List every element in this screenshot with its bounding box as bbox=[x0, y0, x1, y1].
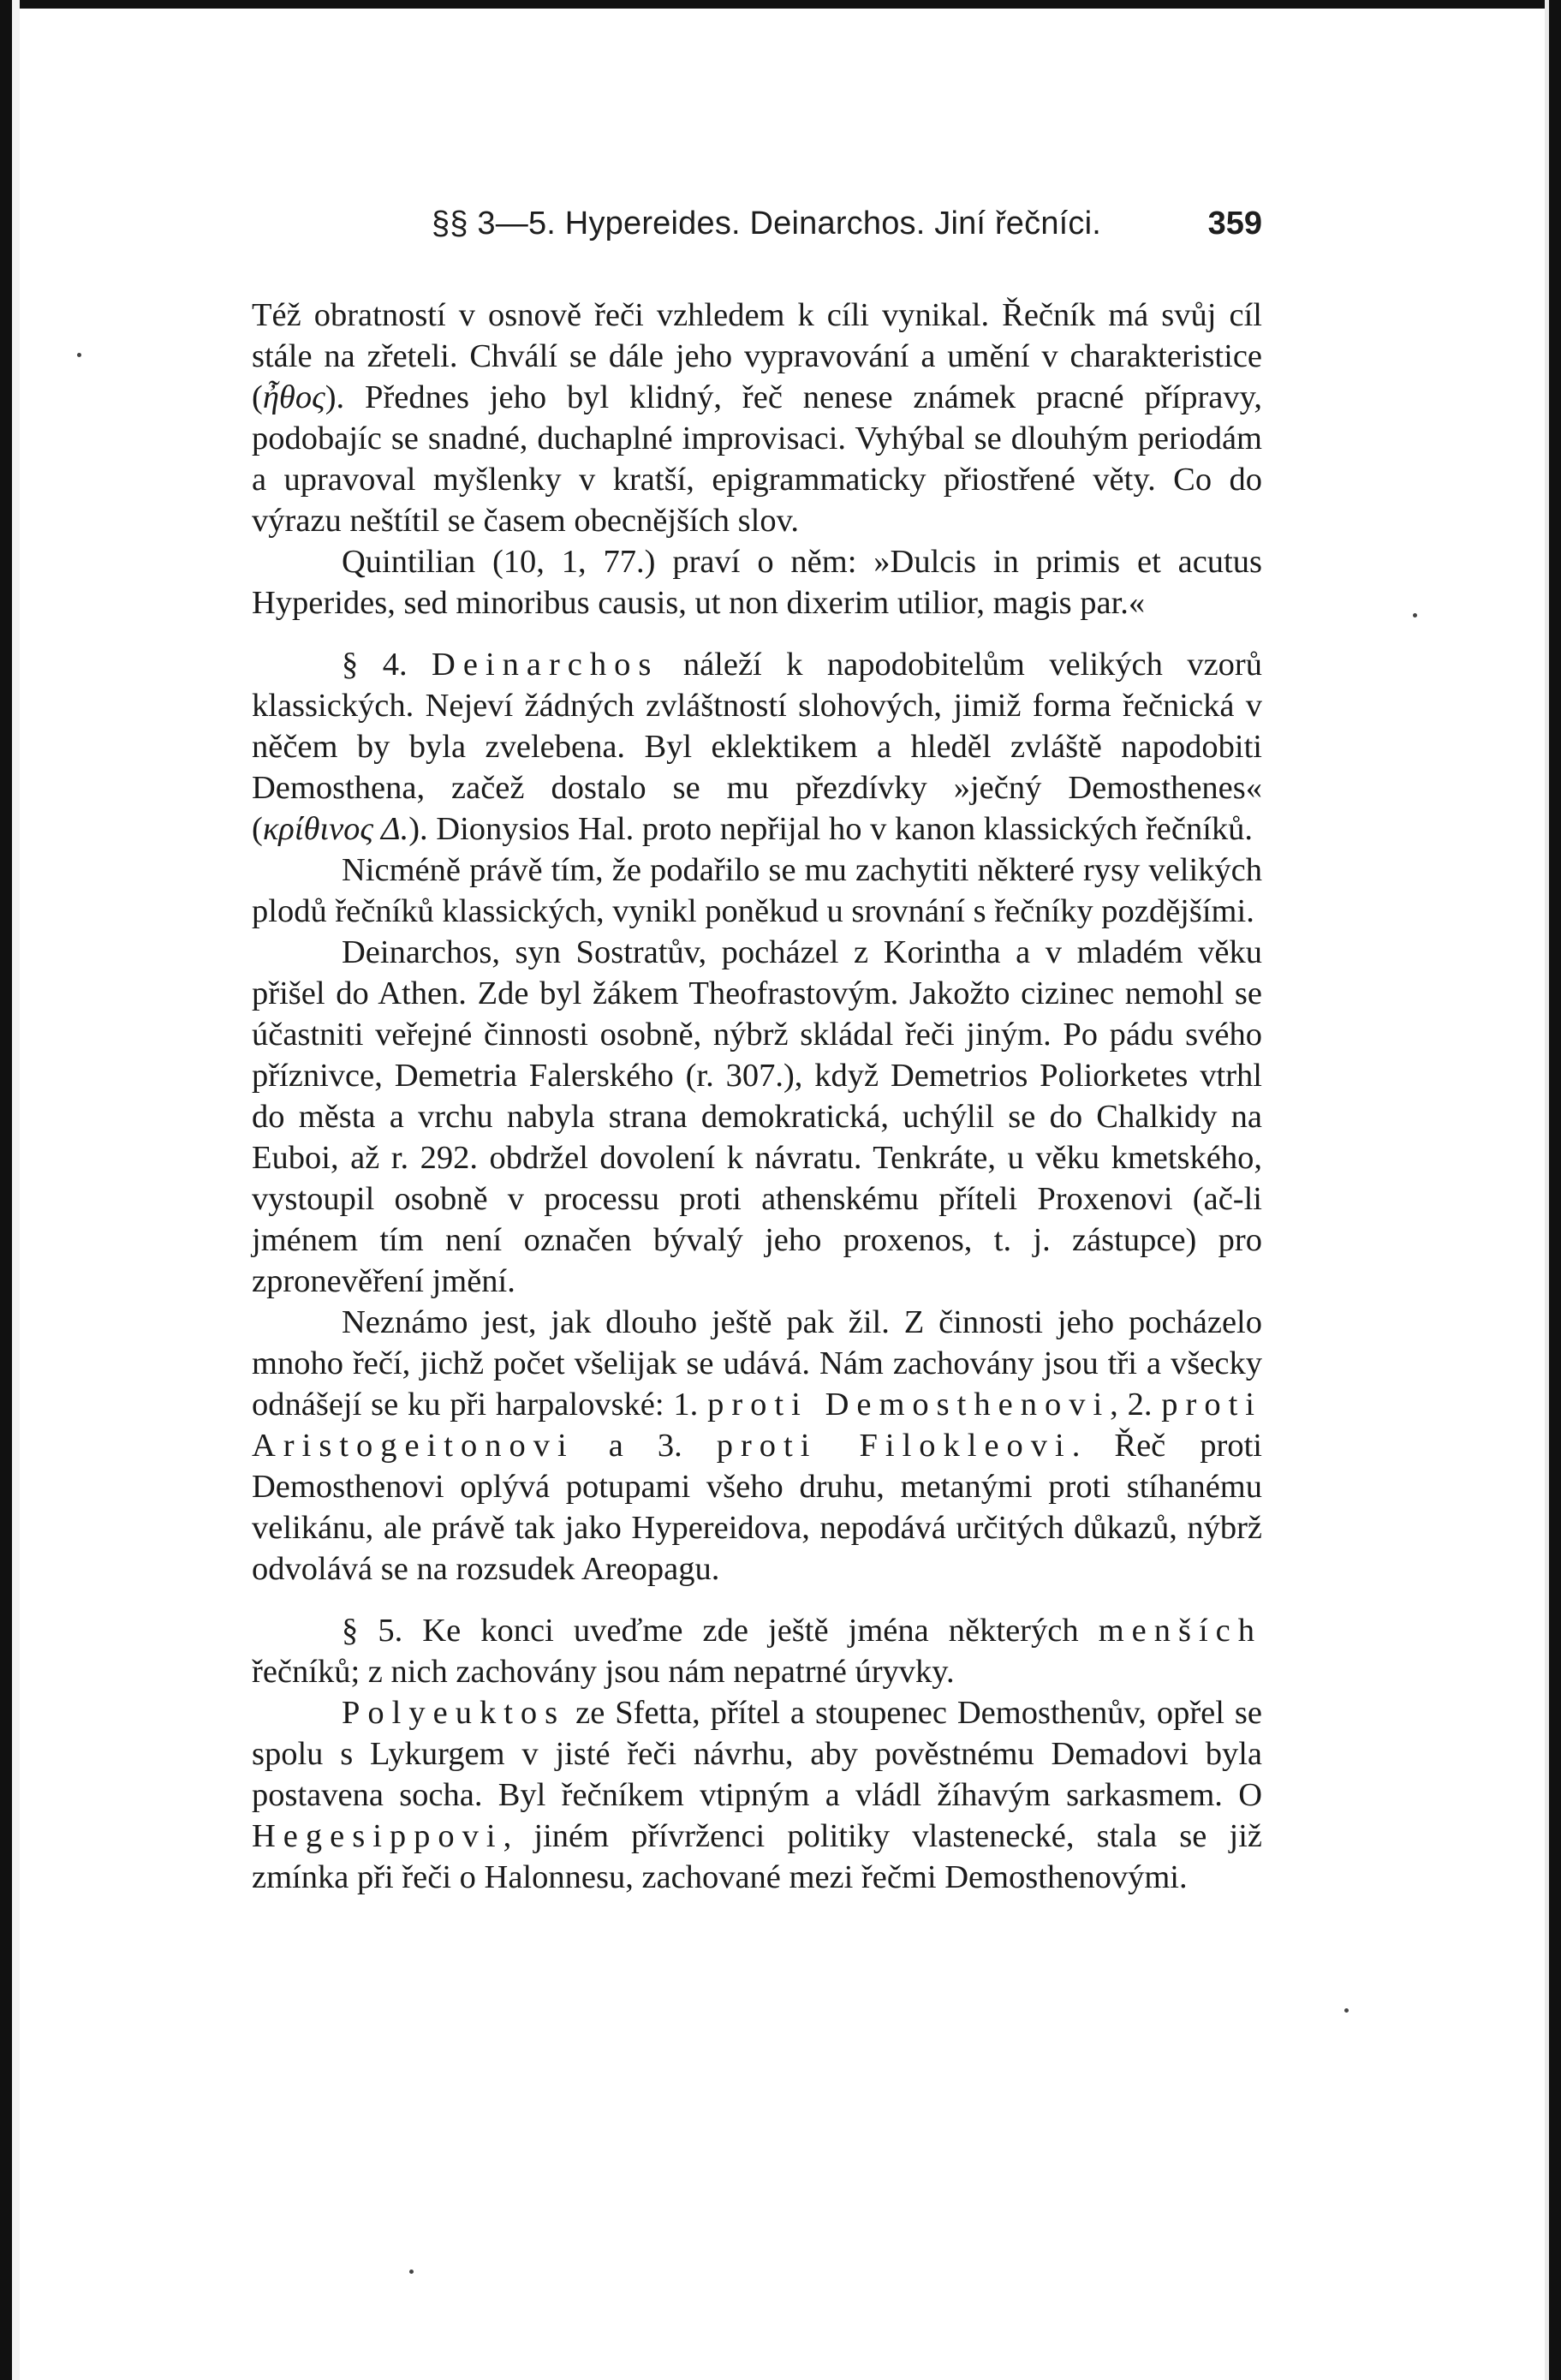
scan-border-left bbox=[0, 0, 12, 2380]
body-text bbox=[252, 295, 1262, 1898]
scan-border-top bbox=[0, 0, 1561, 9]
paragraph bbox=[252, 1610, 1262, 1692]
greek-term: ἦθος bbox=[262, 379, 325, 415]
greek-term: κρίθινος Δ. bbox=[262, 811, 409, 847]
scan-speck bbox=[1344, 2008, 1349, 2013]
paragraph-text: § 5. Ke konci uveďme zde ještě jména některých bbox=[342, 1613, 1099, 1649]
paragraph-text: . Řeč proti Demosthenovi oplývá potupami všeho druhu, metanými proti stíhanému velikánu, ale právě tak jako Hypereidova, nepodává určitých důkazů, nýbrž odvolává se na rozsudek Areopagu. bbox=[252, 1428, 1263, 1587]
paragraph-text: a 3. bbox=[574, 1428, 717, 1464]
paragraph bbox=[252, 850, 1262, 932]
paragraph bbox=[252, 295, 1262, 541]
book-page bbox=[252, 206, 1262, 1898]
paragraph-text: řečníků; z nich zachovány jsou nám nepatrné úryvky. bbox=[252, 1654, 955, 1690]
scan-speck bbox=[1413, 613, 1417, 617]
paragraph bbox=[252, 644, 1262, 850]
paragraph bbox=[252, 541, 1262, 623]
spaced-emphasis: Deinarchos bbox=[432, 647, 659, 683]
paragraph-text: náleží k napodobitelům velikých vzorů klassických. Nejeví žádných zvláštností slohových, jimiž forma řečnická v něčem by byla zvelebena. Byl eklektikem a hleděl zvláště napodobiti Demosthena, začež dostalo se mu přezdívky »ječný Demosthenes« ( bbox=[252, 647, 1262, 847]
paragraph-text: , 2. bbox=[1110, 1387, 1162, 1423]
paragraph-text: , jiném přívrženci politiky vlastenecké, stala se již zmínka při řeči o Halonnesu, zachované mezi řečmi Demosthenovými. bbox=[252, 1818, 1262, 1895]
scan-border-right-inner bbox=[1545, 0, 1549, 2380]
paragraph-text: § 4. bbox=[342, 647, 432, 683]
spaced-emphasis: menších bbox=[1098, 1613, 1262, 1649]
spaced-emphasis: proti Demosthenovi bbox=[707, 1387, 1111, 1423]
scan-border-right bbox=[1549, 0, 1561, 2380]
scan-border-left-inner bbox=[12, 0, 20, 2380]
paragraph-text: Neznámo jest, jak dlouho ještě pak žil. Z činnosti jeho pocházelo mnoho řečí, jichž počet všelijak se udává. Nám zachovány jsou tři a všecky odnášejí se ku při harpalovské: 1. bbox=[252, 1304, 1262, 1423]
paragraph-text: Nicméně právě tím, že podařilo se mu zachytiti některé rysy velikých plodů řečníků klassických, vynikl poněkud u srovnání s řečníky pozdějšími. bbox=[252, 852, 1262, 929]
paragraph-text: ze Sfetta, přítel a stoupenec Demosthenův, opřel se spolu s Lykurgem v jisté řeči návrhu, aby pověstnému Demadovi byla postavena socha. Byl řečníkem vtipným a vládl žíhavým sarkasmem. O bbox=[252, 1695, 1262, 1813]
page-number: 359 bbox=[1207, 206, 1262, 242]
paragraph bbox=[252, 932, 1262, 1302]
scan-speck bbox=[409, 2270, 414, 2274]
spaced-emphasis: proti Filokleovi bbox=[716, 1428, 1072, 1464]
paragraph-text: Deinarchos, syn Sostratův, pocházel z Korintha a v mladém věku přišel do Athen. Zde byl žákem Theofrastovým. Jakožto cizinec nemohl se účastniti veřejné činnosti osobně, nýbrž skládal řeči jiným. Po pádu svého příznivce, Demetria Falerského (r. 307.), když Demetrios Poliorketes vtrhl do města a vrchu nabyla strana demokratická, uchýlil se do Chalkidy na Euboi, až r. 292. obdržel dovolení k návratu. Tenkráte, u věku kmetského, vystoupil osobně v processu proti athenskému příteli Proxenovi (ač-li jménem tím není označen bývalý jeho proxenos, t. j. zástupce) pro zpronevěření jmění. bbox=[252, 934, 1262, 1299]
scan-speck bbox=[77, 353, 81, 357]
paragraph-text: Quintilian (10, 1, 77.) praví o něm: »Dulcis in primis et acutus Hyperides, sed minoribus causis, ut non dixerim utilior, magis par.« bbox=[252, 544, 1262, 621]
paragraph bbox=[252, 1692, 1262, 1898]
spaced-emphasis: Hegesippovi bbox=[252, 1818, 503, 1854]
running-head-title: §§ 3—5. Hypereides. Deinarchos. Jiní řečníci. bbox=[432, 206, 1102, 242]
running-head bbox=[252, 206, 1262, 257]
paragraph-text: ). Dionysios Hal. proto nepřijal ho v kanon klassických řečníků. bbox=[408, 811, 1254, 847]
spaced-emphasis: proti Aristogeitonovi bbox=[252, 1387, 1262, 1464]
paragraph bbox=[252, 1302, 1262, 1590]
paragraph-text: ). Přednes jeho byl klidný, řeč nenese známek pracné přípravy, podobajíc se snadné, duchaplné improvisaci. Vyhýbal se dlouhým periodám a upravoval myšlenky v kratší, epigrammaticky přiostřené věty. Co do výrazu neštítil se časem obecnějších slov. bbox=[252, 379, 1262, 539]
spaced-emphasis: Polyeuktos bbox=[342, 1695, 566, 1731]
paragraph-text: Též obratností v osnově řeči vzhledem k cíli vynikal. Řečník má svůj cíl stále na zřeteli. Chválí se dále jeho vypravování a umění v charakteristice ( bbox=[252, 297, 1262, 415]
